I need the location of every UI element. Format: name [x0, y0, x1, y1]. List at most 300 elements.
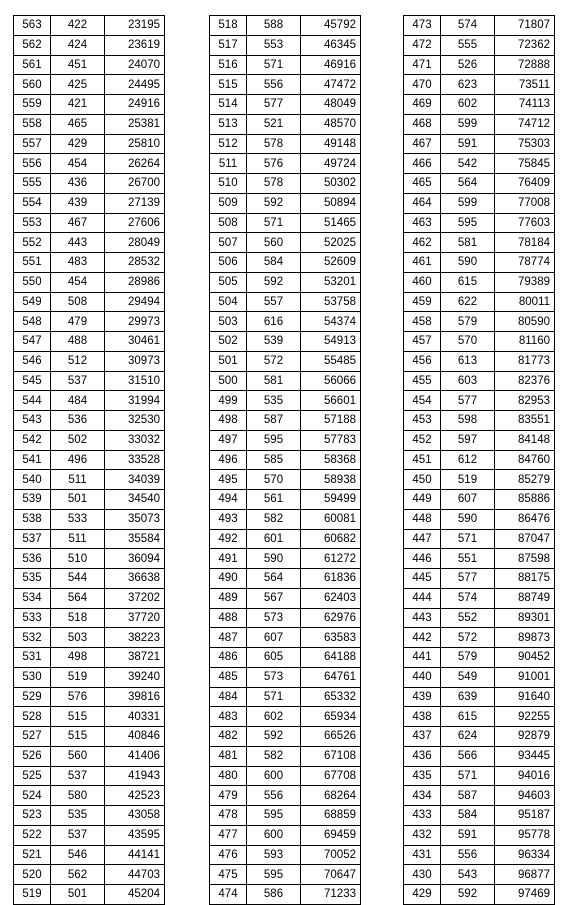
cumulative-cell: 56066	[301, 371, 361, 391]
score-cell: 531	[14, 648, 51, 668]
cumulative-cell: 87047	[495, 529, 555, 549]
cumulative-cell: 80590	[495, 312, 555, 332]
score-cell: 519	[14, 885, 51, 905]
cumulative-cell: 81160	[495, 332, 555, 352]
table-row	[14, 450, 165, 470]
score-cell: 553	[14, 213, 51, 233]
cumulative-cell: 81773	[495, 351, 555, 371]
cumulative-cell: 23619	[105, 35, 165, 55]
table-row	[14, 470, 165, 490]
score-cell: 482	[210, 727, 247, 747]
count-cell: 592	[441, 885, 495, 905]
count-cell: 615	[441, 707, 495, 727]
count-cell: 600	[247, 825, 301, 845]
score-cell: 548	[14, 312, 51, 332]
score-cell: 549	[14, 292, 51, 312]
score-cell: 429	[404, 885, 441, 905]
count-cell: 573	[247, 608, 301, 628]
table-row	[404, 253, 555, 273]
table-row	[404, 885, 555, 905]
count-cell: 581	[247, 371, 301, 391]
cumulative-cell: 59499	[301, 490, 361, 510]
score-cell: 535	[14, 569, 51, 589]
table-row	[404, 371, 555, 391]
score-cell: 506	[210, 253, 247, 273]
score-cell: 449	[404, 490, 441, 510]
cumulative-cell: 67708	[301, 766, 361, 786]
cumulative-cell: 82953	[495, 391, 555, 411]
score-cell: 497	[210, 430, 247, 450]
table-row	[210, 727, 361, 747]
table-row	[210, 687, 361, 707]
count-cell: 498	[51, 648, 105, 668]
table-row	[210, 885, 361, 905]
cumulative-cell: 38721	[105, 648, 165, 668]
score-cell: 537	[14, 529, 51, 549]
cumulative-cell: 94603	[495, 786, 555, 806]
cumulative-cell: 27606	[105, 213, 165, 233]
count-cell: 579	[441, 312, 495, 332]
table-row	[210, 430, 361, 450]
count-cell: 582	[247, 509, 301, 529]
count-cell: 422	[51, 16, 105, 36]
table-row	[404, 114, 555, 134]
cumulative-cell: 29973	[105, 312, 165, 332]
cumulative-cell: 34039	[105, 470, 165, 490]
table-row	[210, 806, 361, 826]
table-row	[210, 667, 361, 687]
table-row	[14, 233, 165, 253]
cumulative-cell: 45792	[301, 16, 361, 36]
score-cell: 475	[210, 865, 247, 885]
table-row	[210, 193, 361, 213]
score-cell: 446	[404, 549, 441, 569]
count-cell: 586	[247, 885, 301, 905]
cumulative-cell: 85279	[495, 470, 555, 490]
count-cell: 519	[51, 667, 105, 687]
table-row	[14, 687, 165, 707]
table-row	[14, 411, 165, 431]
cumulative-cell: 30973	[105, 351, 165, 371]
score-cell: 490	[210, 569, 247, 589]
cumulative-cell: 40846	[105, 727, 165, 747]
table-row	[210, 55, 361, 75]
cumulative-cell: 65934	[301, 707, 361, 727]
cumulative-cell: 29494	[105, 292, 165, 312]
cumulative-cell: 95778	[495, 825, 555, 845]
table-row	[14, 825, 165, 845]
table-row	[210, 411, 361, 431]
table-row	[210, 95, 361, 115]
table-row	[14, 490, 165, 510]
count-cell: 557	[247, 292, 301, 312]
count-cell: 483	[51, 253, 105, 273]
count-cell: 592	[247, 272, 301, 292]
cumulative-cell: 39816	[105, 687, 165, 707]
count-cell: 613	[441, 351, 495, 371]
score-cell: 472	[404, 35, 441, 55]
table-row	[404, 154, 555, 174]
count-cell: 526	[441, 55, 495, 75]
score-cell: 485	[210, 667, 247, 687]
table-row	[404, 727, 555, 747]
score-cell: 442	[404, 628, 441, 648]
score-cell: 495	[210, 470, 247, 490]
table-row	[404, 134, 555, 154]
count-cell: 535	[51, 806, 105, 826]
cumulative-cell: 94016	[495, 766, 555, 786]
cumulative-cell: 47472	[301, 75, 361, 95]
score-cell: 514	[210, 95, 247, 115]
table-row	[210, 707, 361, 727]
table-row	[404, 272, 555, 292]
cumulative-cell: 92255	[495, 707, 555, 727]
score-cell: 470	[404, 75, 441, 95]
table-row	[210, 628, 361, 648]
count-cell: 542	[441, 154, 495, 174]
score-cell: 520	[14, 865, 51, 885]
count-cell: 544	[51, 569, 105, 589]
count-cell: 595	[247, 806, 301, 826]
score-cell: 435	[404, 766, 441, 786]
table-row	[14, 75, 165, 95]
count-cell: 571	[247, 213, 301, 233]
score-cell: 483	[210, 707, 247, 727]
count-cell: 612	[441, 450, 495, 470]
score-cell: 451	[404, 450, 441, 470]
table-row	[404, 75, 555, 95]
table-row	[14, 885, 165, 905]
cumulative-cell: 72888	[495, 55, 555, 75]
cumulative-cell: 35073	[105, 509, 165, 529]
cumulative-cell: 44141	[105, 845, 165, 865]
table-row	[14, 509, 165, 529]
score-cell: 554	[14, 193, 51, 213]
score-cell: 545	[14, 371, 51, 391]
cumulative-cell: 64188	[301, 648, 361, 668]
cumulative-cell: 56601	[301, 391, 361, 411]
score-cell: 444	[404, 588, 441, 608]
cumulative-cell: 25381	[105, 114, 165, 134]
table-row	[210, 114, 361, 134]
table-row	[404, 549, 555, 569]
count-cell: 581	[441, 233, 495, 253]
count-cell: 595	[441, 213, 495, 233]
score-cell: 443	[404, 608, 441, 628]
cumulative-cell: 80011	[495, 292, 555, 312]
count-cell: 579	[441, 648, 495, 668]
count-cell: 510	[51, 549, 105, 569]
table-row	[404, 55, 555, 75]
score-cell: 486	[210, 648, 247, 668]
table-row	[404, 391, 555, 411]
score-cell: 460	[404, 272, 441, 292]
count-cell: 578	[247, 134, 301, 154]
count-cell: 572	[441, 628, 495, 648]
cumulative-cell: 77603	[495, 213, 555, 233]
count-cell: 597	[441, 430, 495, 450]
table-row	[210, 332, 361, 352]
table-row	[14, 213, 165, 233]
table-row	[210, 746, 361, 766]
count-cell: 451	[51, 55, 105, 75]
table-row	[14, 193, 165, 213]
table-row	[404, 825, 555, 845]
score-table-2	[209, 15, 361, 905]
table-row	[14, 55, 165, 75]
table-row	[14, 648, 165, 668]
score-cell: 452	[404, 430, 441, 450]
count-cell: 574	[441, 16, 495, 36]
count-cell: 564	[247, 569, 301, 589]
table-row	[404, 312, 555, 332]
count-cell: 488	[51, 332, 105, 352]
cumulative-cell: 28532	[105, 253, 165, 273]
cumulative-cell: 49148	[301, 134, 361, 154]
count-cell: 537	[51, 766, 105, 786]
score-cell: 532	[14, 628, 51, 648]
cumulative-cell: 23195	[105, 16, 165, 36]
cumulative-cell: 40331	[105, 707, 165, 727]
score-cell: 498	[210, 411, 247, 431]
count-cell: 570	[441, 332, 495, 352]
cumulative-cell: 43058	[105, 806, 165, 826]
score-cell: 555	[14, 174, 51, 194]
count-cell: 564	[441, 174, 495, 194]
table-row	[404, 608, 555, 628]
count-cell: 571	[247, 55, 301, 75]
count-cell: 567	[247, 588, 301, 608]
cumulative-cell: 45204	[105, 885, 165, 905]
cumulative-cell: 34540	[105, 490, 165, 510]
cumulative-cell: 83551	[495, 411, 555, 431]
cumulative-cell: 84760	[495, 450, 555, 470]
cumulative-cell: 61272	[301, 549, 361, 569]
table-row	[210, 490, 361, 510]
table-row	[14, 667, 165, 687]
table-row	[14, 95, 165, 115]
table-row	[14, 174, 165, 194]
table-row	[210, 588, 361, 608]
count-cell: 519	[441, 470, 495, 490]
count-cell: 615	[441, 272, 495, 292]
table-row	[14, 549, 165, 569]
count-cell: 607	[441, 490, 495, 510]
cumulative-cell: 96334	[495, 845, 555, 865]
score-cell: 493	[210, 509, 247, 529]
score-cell: 551	[14, 253, 51, 273]
score-cell: 538	[14, 509, 51, 529]
score-cell: 480	[210, 766, 247, 786]
table-row	[404, 845, 555, 865]
table-row	[14, 114, 165, 134]
cumulative-cell: 49724	[301, 154, 361, 174]
count-cell: 537	[51, 825, 105, 845]
table-row	[404, 648, 555, 668]
cumulative-cell: 46916	[301, 55, 361, 75]
cumulative-cell: 48570	[301, 114, 361, 134]
table-row	[210, 35, 361, 55]
score-cell: 432	[404, 825, 441, 845]
cumulative-cell: 78774	[495, 253, 555, 273]
table-row	[404, 193, 555, 213]
score-cell: 558	[14, 114, 51, 134]
count-cell: 600	[247, 766, 301, 786]
table-row	[14, 154, 165, 174]
count-cell: 591	[441, 134, 495, 154]
score-cell: 539	[14, 490, 51, 510]
score-cell: 518	[210, 16, 247, 36]
cumulative-cell: 24916	[105, 95, 165, 115]
table-row	[14, 332, 165, 352]
cumulative-cell: 37720	[105, 608, 165, 628]
score-cell: 467	[404, 134, 441, 154]
count-cell: 588	[247, 16, 301, 36]
score-table-3	[403, 15, 555, 905]
count-cell: 584	[247, 253, 301, 273]
cumulative-cell: 76409	[495, 174, 555, 194]
cumulative-cell: 24495	[105, 75, 165, 95]
table-row	[14, 253, 165, 273]
count-cell: 571	[441, 529, 495, 549]
cumulative-cell: 69459	[301, 825, 361, 845]
score-cell: 455	[404, 371, 441, 391]
cumulative-cell: 26264	[105, 154, 165, 174]
table-row	[404, 213, 555, 233]
count-cell: 537	[51, 371, 105, 391]
table-row	[14, 707, 165, 727]
table-row	[404, 529, 555, 549]
count-cell: 439	[51, 193, 105, 213]
cumulative-cell: 51465	[301, 213, 361, 233]
score-cell: 510	[210, 174, 247, 194]
count-cell: 587	[441, 786, 495, 806]
table-row	[14, 727, 165, 747]
cumulative-cell: 88175	[495, 569, 555, 589]
score-cell: 503	[210, 312, 247, 332]
count-cell: 577	[441, 391, 495, 411]
score-cell: 466	[404, 154, 441, 174]
score-cell: 441	[404, 648, 441, 668]
cumulative-cell: 86476	[495, 509, 555, 529]
count-cell: 551	[441, 549, 495, 569]
table-row	[210, 154, 361, 174]
score-cell: 529	[14, 687, 51, 707]
cumulative-cell: 64761	[301, 667, 361, 687]
count-cell: 590	[441, 253, 495, 273]
count-cell: 502	[51, 430, 105, 450]
cumulative-cell: 75845	[495, 154, 555, 174]
table-row	[210, 865, 361, 885]
table-row	[404, 411, 555, 431]
table-row	[210, 549, 361, 569]
count-cell: 580	[51, 786, 105, 806]
cumulative-cell: 84148	[495, 430, 555, 450]
score-cell: 462	[404, 233, 441, 253]
score-cell: 550	[14, 272, 51, 292]
count-cell: 564	[51, 588, 105, 608]
table-row	[14, 351, 165, 371]
count-cell: 443	[51, 233, 105, 253]
score-cell: 434	[404, 786, 441, 806]
table-row	[210, 825, 361, 845]
table-row	[14, 845, 165, 865]
score-cell: 473	[404, 16, 441, 36]
score-cell: 496	[210, 450, 247, 470]
count-cell: 561	[247, 490, 301, 510]
table-row	[14, 272, 165, 292]
score-cell: 542	[14, 430, 51, 450]
cumulative-cell: 28986	[105, 272, 165, 292]
score-cell: 484	[210, 687, 247, 707]
cumulative-cell: 53201	[301, 272, 361, 292]
table-row	[210, 529, 361, 549]
table-row	[14, 628, 165, 648]
table-row	[14, 529, 165, 549]
cumulative-cell: 36094	[105, 549, 165, 569]
table-row	[210, 75, 361, 95]
cumulative-cell: 71807	[495, 16, 555, 36]
score-cell: 464	[404, 193, 441, 213]
cumulative-cell: 62403	[301, 588, 361, 608]
cumulative-cell: 52609	[301, 253, 361, 273]
score-cell: 453	[404, 411, 441, 431]
cumulative-cell: 74712	[495, 114, 555, 134]
score-cell: 515	[210, 75, 247, 95]
cumulative-cell: 53758	[301, 292, 361, 312]
count-cell: 515	[51, 707, 105, 727]
table-row	[14, 766, 165, 786]
score-cell: 530	[14, 667, 51, 687]
score-cell: 489	[210, 588, 247, 608]
table-row	[210, 470, 361, 490]
cumulative-cell: 57188	[301, 411, 361, 431]
cumulative-cell: 55485	[301, 351, 361, 371]
cumulative-cell: 43595	[105, 825, 165, 845]
table-row	[404, 865, 555, 885]
cumulative-cell: 31510	[105, 371, 165, 391]
count-cell: 584	[441, 806, 495, 826]
cumulative-cell: 36638	[105, 569, 165, 589]
cumulative-cell: 60682	[301, 529, 361, 549]
count-cell: 553	[247, 35, 301, 55]
table-row	[210, 569, 361, 589]
score-cell: 440	[404, 667, 441, 687]
count-cell: 603	[441, 371, 495, 391]
table-row	[210, 16, 361, 36]
cumulative-cell: 72362	[495, 35, 555, 55]
cumulative-cell: 75303	[495, 134, 555, 154]
count-cell: 454	[51, 154, 105, 174]
table-row	[404, 351, 555, 371]
cumulative-cell: 71233	[301, 885, 361, 905]
count-cell: 556	[247, 75, 301, 95]
score-cell: 436	[404, 746, 441, 766]
score-cell: 476	[210, 845, 247, 865]
score-cell: 492	[210, 529, 247, 549]
count-cell: 582	[247, 746, 301, 766]
count-cell: 496	[51, 450, 105, 470]
table-row	[210, 213, 361, 233]
cumulative-cell: 82376	[495, 371, 555, 391]
score-cell: 474	[210, 885, 247, 905]
table-row	[404, 707, 555, 727]
score-cell: 459	[404, 292, 441, 312]
table-row	[404, 470, 555, 490]
count-cell: 573	[247, 667, 301, 687]
score-cell: 499	[210, 391, 247, 411]
cumulative-cell: 89301	[495, 608, 555, 628]
